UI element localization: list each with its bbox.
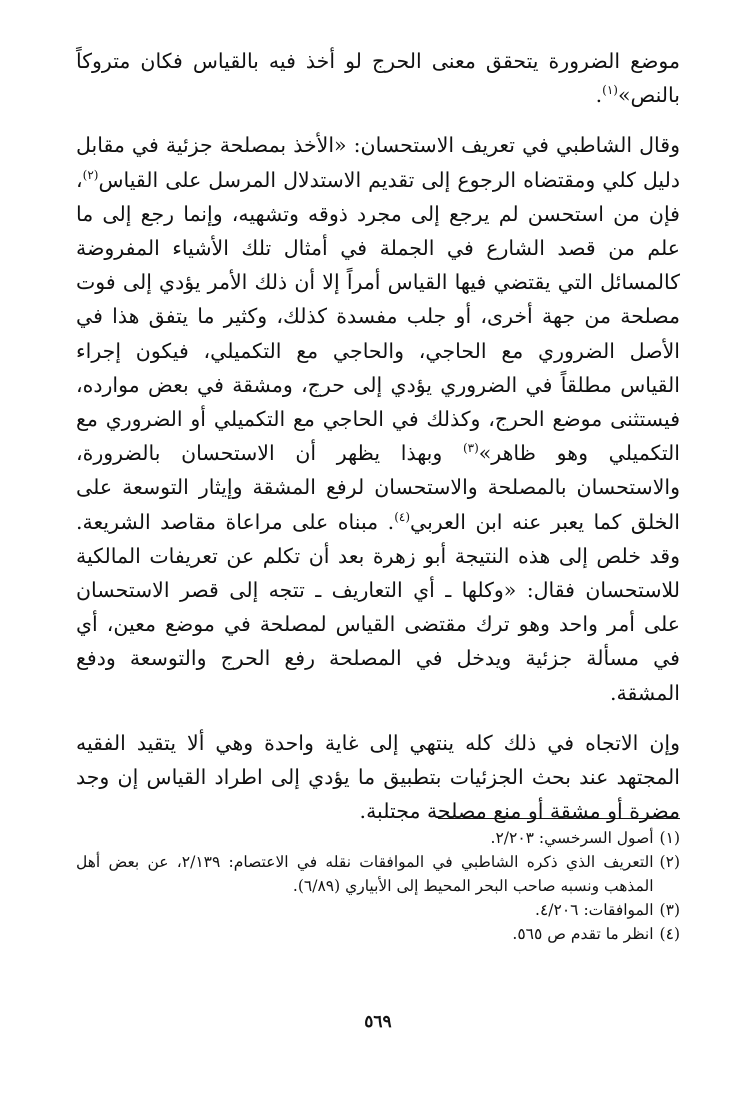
paragraph-end: .: [595, 83, 603, 108]
footnote-ref-1: (١): [602, 83, 618, 98]
footnote-separator: [438, 818, 680, 819]
footnotes: [76, 826, 680, 946]
footnote-ref-3: (٣): [462, 441, 479, 456]
footnote-number: (١): [659, 829, 680, 847]
paragraph-3: [76, 726, 680, 829]
footnote-number: (٤): [659, 925, 680, 943]
footnote-2: [76, 850, 680, 898]
footnote-ref-2: (٢): [82, 167, 99, 182]
paragraph-segment: وبهذا يظهر أن الاستحسان بالضرورة، والاستحسان بالمصلحة والاستحسان لرفع المشقة وإيثار التوسعة على الخلق كما يعبر عنه ابن العربي: [76, 441, 680, 534]
paragraph-segment: وقال الشاطبي في تعريف الاستحسان: «الأخذ بمصلحة جزئية في مقابل دليل كلي ومقتضاه الرجوع إلى تقديم الاستدلال المرسل على القياس: [76, 133, 680, 192]
footnote-1: [76, 826, 680, 850]
footnote-3: [76, 898, 680, 922]
footnote-ref-4: (٤): [394, 509, 411, 524]
footnote-text: انظر ما تقدم ص ٥٦٥.: [512, 925, 654, 943]
footnote-number: (٣): [659, 901, 680, 919]
paragraph-segment: . مبناه على مراعاة مقاصد الشريعة. وقد خلص إلى هذه النتيجة أبو زهرة بعد أن تكلم عن تعريفات المالكية للاستحسان فقال: «وكلها ـ أي التعاريف ـ تتجه إلى قصر الاستحسان على أمر واحد وهو ترك مقتضى القياس لمصلحة في موضع معين، أي في مسألة جزئية ويدخل في المصلحة رفع الحرج والتوسعة ودفع المشقة.: [76, 509, 680, 705]
paragraph-text: موضع الضرورة يتحقق معنى الحرج لو أخذ فيه بالقياس فكان متروكاً بالنص»: [76, 49, 680, 108]
footnote-text: الموافقات: ٤/٢٠٦.: [535, 901, 654, 919]
paragraph-text: وإن الاتجاه في ذلك كله ينتهي إلى غاية واحدة وهي ألا يتقيد الفقيه المجتهد عند بحث الجزئيات بتطبيق ما يؤدي إلى اطراد القياس إن وجد مضرة أو مشقة أو منع مصلحة مجتلبة.: [76, 730, 680, 824]
footnote-4: [76, 922, 680, 946]
paragraph-1: [76, 44, 680, 112]
paragraph-2: [76, 128, 680, 709]
page-number: ٥٦٩: [364, 1012, 392, 1032]
footnote-text: أصول السرخسي: ٢/٢٠٣.: [490, 829, 654, 847]
footnote-number: (٢): [659, 853, 680, 871]
footnote-text: التعريف الذي ذكره الشاطبي في الموافقات نقله في الاعتصام: ٢/١٣٩، عن بعض أهل المذهب ونسبه صاحب البحر المحيط إلى الأبياري (٦/٨٩).: [76, 853, 654, 895]
main-text: [76, 44, 680, 828]
paragraph-segment: ، فإن من استحسن لم يرجع إلى مجرد ذوقه وتشهيه، وإنما رجع إلى ما علم من قصد الشارع في الجملة في أمثال تلك الأشياء المفروضة كالمسائل التي يقتضي فيها القياس أمراً إلا أن ذلك الأمر يؤدي إلى فوت مصلحة من جهة أخرى، أو جلب مفسدة كذلك، وكثير ما يتفق هذا في الأصل الضروري مع الحاجي، والحاجي مع التكميلي، فيكون إجراء القياس مطلقاً في الضروري يؤدي إلى حرج، ومشقة في بعض موارده، فيستثنى موضع الحرج، وكذلك في الحاجي مع التكميلي أو الضروري مع التكميلي وهو ظاهر»: [76, 167, 681, 466]
